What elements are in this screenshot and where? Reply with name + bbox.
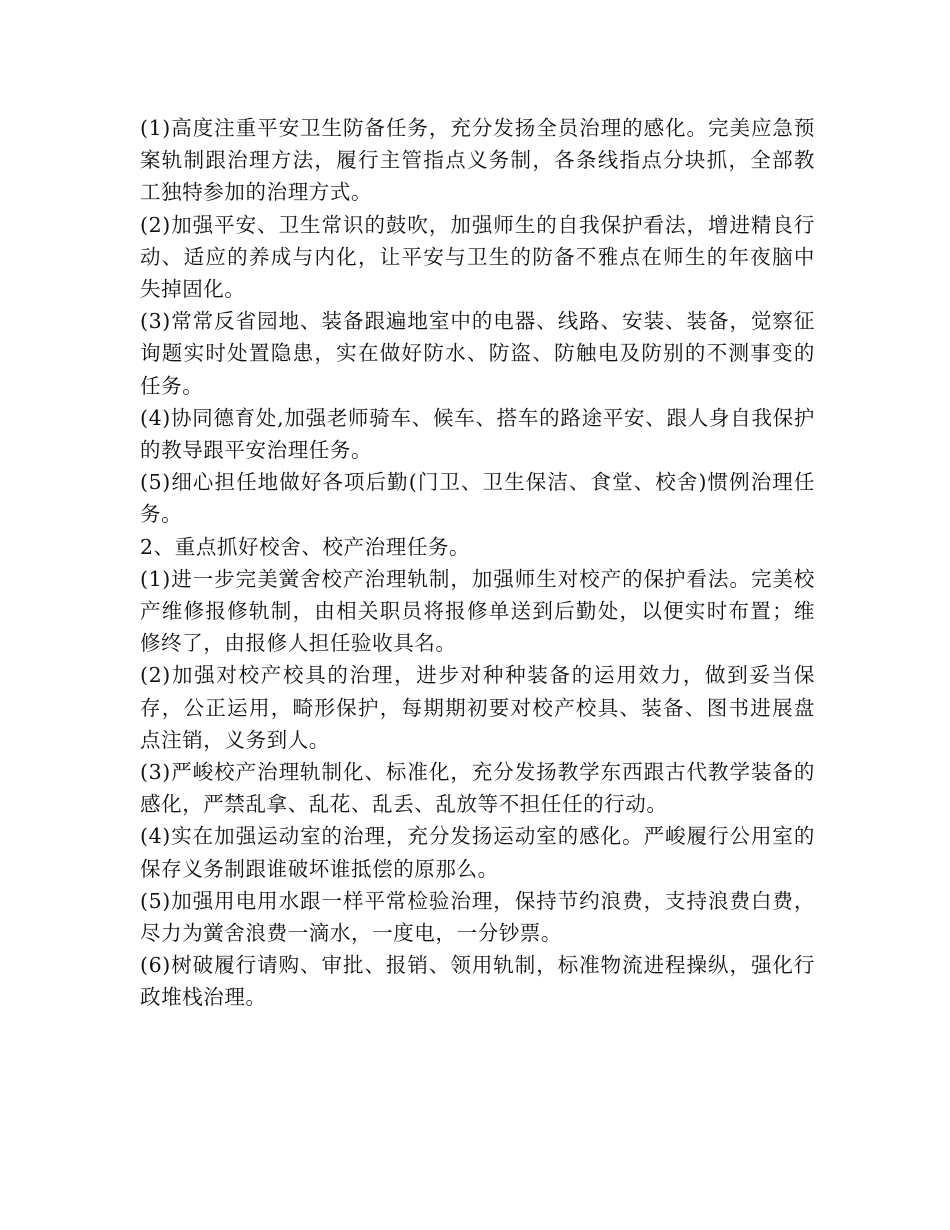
paragraph-traffic-safety: (4)协同德育处,加强老师骑车、候车、搭车的路途平安、跟人身自我保护的教导跟平安治理任务。 xyxy=(140,405,815,463)
document-body xyxy=(140,112,815,1014)
paragraph-safety-management: (1)高度注重平安卫生防备任务，充分发扬全员治理的感化。完美应急预案轨制跟治理方法，履行主管指点义务制，各条线指点分块抓，全部教工独特参加的治理方式。 xyxy=(140,116,815,205)
paragraph-activity-room: (4)实在加强运动室的治理，充分发扬运动室的感化。严峻履行公用室的保存义务制跟谁破坏谁抵偿的原那么。 xyxy=(140,824,815,881)
paragraph-facility-inspection: (3)常常反省园地、装备跟遍地室中的电器、线路、安装、装备，觉察征询题实时处置隐患，实在做好防水、防盗、防触电及防别的不测事变的任务。 xyxy=(140,309,815,398)
paragraph-safety-education: (2)加强平安、卫生常识的鼓吹，加强师生的自我保护看法，增进精良行动、适应的养成与内化，让平安与卫生的防备不雅点在师生的年夜脑中失掉固化。 xyxy=(140,212,815,302)
paragraph-utilities-saving: (5)加强用电用水跟一样平常检验治理，保持节约浪费，支持浪费白费，尽力为黉舍浪费一滴水，一度电，一分钞票。 xyxy=(140,888,815,946)
paragraph-property-rules: (1)进一步完美黉舍校产治理轨制，加强师生对校产的保护看法。完美校产维修报修轨制，由相关职员将报修单送到后勤处，以便实时布置；维修终了，由报修人担任验收具名。 xyxy=(140,566,815,656)
paragraph-equipment-management: (2)加强对校产校具的治理，进步对种种装备的运用效力，做到妥当保存，公正运用，畸形保护，每期期初要对校产校具、装备、图书进展盘点注销，义务到人。 xyxy=(140,663,815,752)
paragraph-procurement: (6)树破履行请购、审批、报销、领用轨制，标准物流进程操纵，强化行政堆栈治理。 xyxy=(140,953,815,1010)
paragraph-standardization: (3)严峻校产治理轨制化、标准化，充分发扬教学东西跟古代教学装备的感化，严禁乱拿、乱花、乱丢、乱放等不担任任的行动。 xyxy=(140,760,815,817)
section-heading-school-property: 2、重点抓好校舍、校产治理任务。 xyxy=(140,534,471,559)
paragraph-logistics-routine: (5)细心担任地做好各项后勤(门卫、卫生保洁、食堂、校舍)惯例治理任务。 xyxy=(140,470,815,527)
